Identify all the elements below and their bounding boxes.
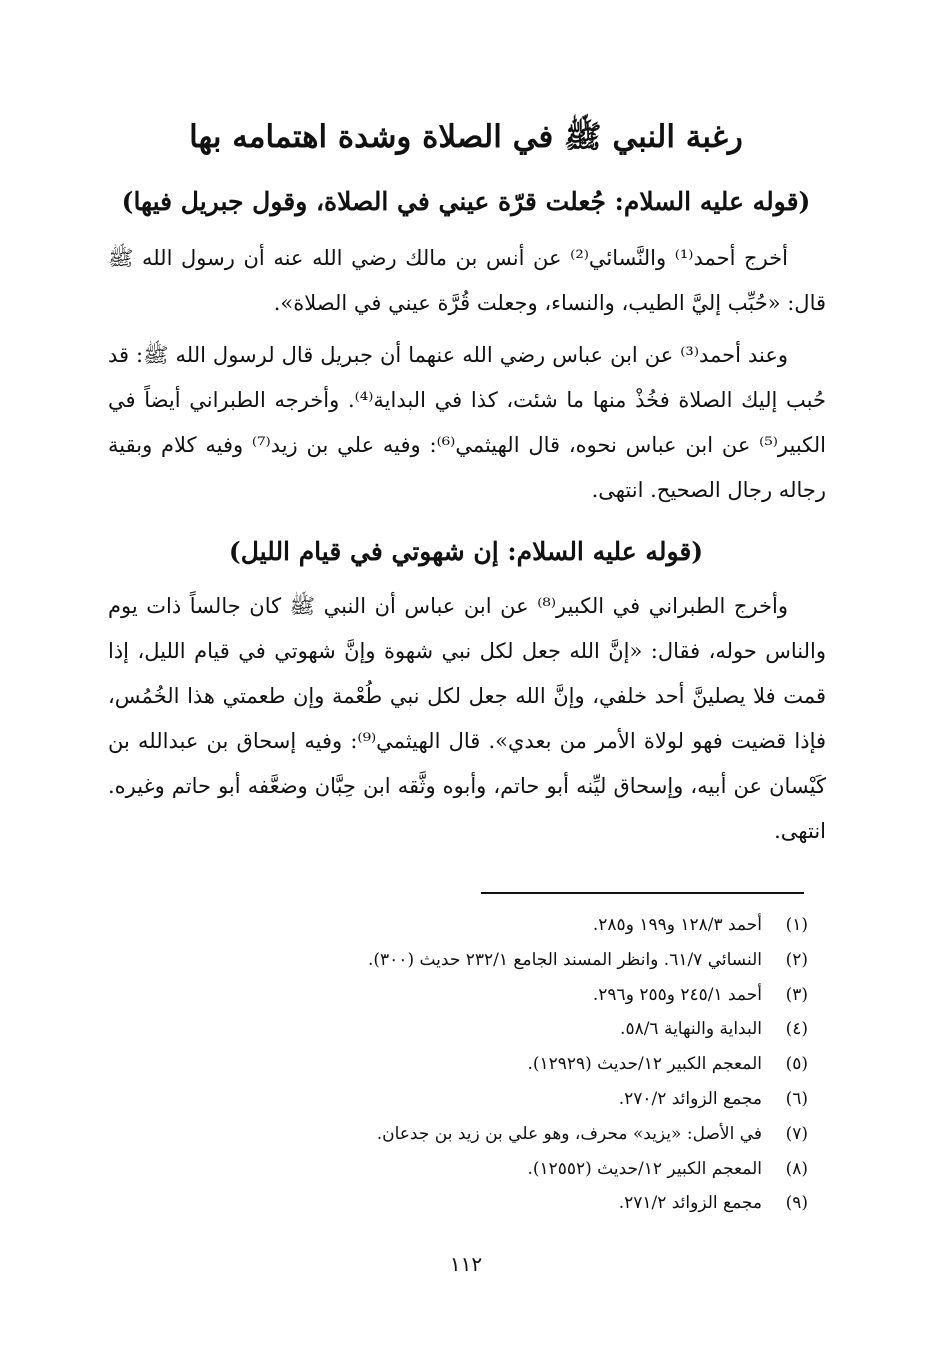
footnote-text: المعجم الكبير ١٢/حديث (١٢٩٢٩). xyxy=(527,1054,762,1075)
footnote-text: في الأصل: «يزيد» محرف، وهو علي بن زيد بن جدعان. xyxy=(376,1123,762,1144)
paragraph-ahmad-nasai: أخرج أحمد⁽¹⁾ والنَّسائي⁽²⁾ عن أنس بن مالك رضي الله عنه أن رسول الله ﷺ قال: «حُبِّب إليَّ الطيب، والنساء، وجعلت قُرَّة عيني في الصلاة». xyxy=(108,246,826,315)
page-title: رغبة النبي ﷺ في الصلاة وشدة اهتمامه بها xyxy=(189,119,743,155)
footnote-divider xyxy=(481,892,804,894)
footnote-number: (٧) xyxy=(785,1123,808,1144)
page-number: ١١٢ xyxy=(449,1252,483,1276)
footnote-item xyxy=(108,908,808,943)
footnote-number: (٢) xyxy=(785,949,808,970)
paragraph-jibril: وعند أحمد⁽³⁾ عن ابن عباس رضي الله عنهما أن جبريل قال لرسول الله ﷺ: قد حُبب إليك الصلاة فخُذْ منها ما شئت، كذا في البداية⁽⁴⁾. وأخرجه الطبراني أيضاً في الكبير⁽⁵⁾ عن ابن عباس نحوه، قال الهيثمي⁽⁶⁾: وفيه علي بن زيد⁽⁷⁾ وفيه كلام وبقية رجاله رجال الصحيح. انتهى. xyxy=(108,343,827,502)
footnote-number: (٩) xyxy=(785,1193,808,1214)
footnote-text: النسائي ٦١/٧. وانظر المسند الجامع ٢٣٢/١ حديث (٣٠٠). xyxy=(368,949,762,970)
footnote-number: (٥) xyxy=(785,1054,808,1075)
footnote-item xyxy=(108,1117,808,1152)
footnotes-list xyxy=(108,908,808,1221)
section-heading-qiyam-al-layl: (قوله عليه السلام: إن شهوتي في قيام الليل) xyxy=(228,537,704,566)
footnote-item xyxy=(108,1012,808,1047)
footnote-item xyxy=(108,1082,808,1117)
footnote-number: (٨) xyxy=(785,1158,808,1179)
footnote-text: أحمد ٢٤٥/١ و٢٥٥ و٢٩٦. xyxy=(592,984,762,1005)
footnote-number: (١) xyxy=(785,915,808,935)
footnote-text: البداية والنهاية ٥٨/٦. xyxy=(620,1019,762,1040)
footnote-item xyxy=(108,978,808,1013)
footnote-item xyxy=(108,1186,808,1221)
footnote-text: المعجم الكبير ١٢/حديث (١٢٥٥٢). xyxy=(527,1158,762,1179)
paragraph-tabarani: وأخرج الطبراني في الكبير⁽⁸⁾ عن ابن عباس أن النبي ﷺ كان جالساً ذات يوم والناس حوله، فقال: «إنَّ الله جعل لكل نبي شهوة وإنَّ شهوتي في قيام الليل، إذا قمت فلا يصلينَّ أحد خلفي، وإنَّ الله جعل لكل نبي طُعْمة وإن طعمتي هذا الخُمُس، فإذا قضيت فهو لولاة الأمر من بعدي». قال الهيثمي⁽⁹⁾: وفيه إسحاق بن عبدالله بن كَيْسان عن أبيه، وإسحاق ليِّنه أبو حاتم، وأبوه وثَّقه ابن حِبَّان وضعَّفه أبو حاتم وغيره. انتهى. xyxy=(108,594,827,843)
footnote-text: مجمع الزوائد ٢٧٠/٢. xyxy=(618,1088,762,1109)
footnote-number: (٣) xyxy=(785,984,808,1005)
section-heading-qurrat-ayni: (قوله عليه السلام: جُعلت قرّة عيني في الصلاة، وقول جبريل فيها) xyxy=(121,187,811,216)
footnote-text: أحمد ١٢٨/٣ و١٩٩ و٢٨٥. xyxy=(592,915,762,935)
footnote-text: مجمع الزوائد ٢٧١/٢. xyxy=(618,1193,762,1214)
footnote-number: (٤) xyxy=(785,1019,808,1040)
footnote-item xyxy=(108,943,808,978)
footnote-item xyxy=(108,1152,808,1187)
footnote-item xyxy=(108,1047,808,1082)
footnote-number: (٦) xyxy=(785,1088,808,1109)
